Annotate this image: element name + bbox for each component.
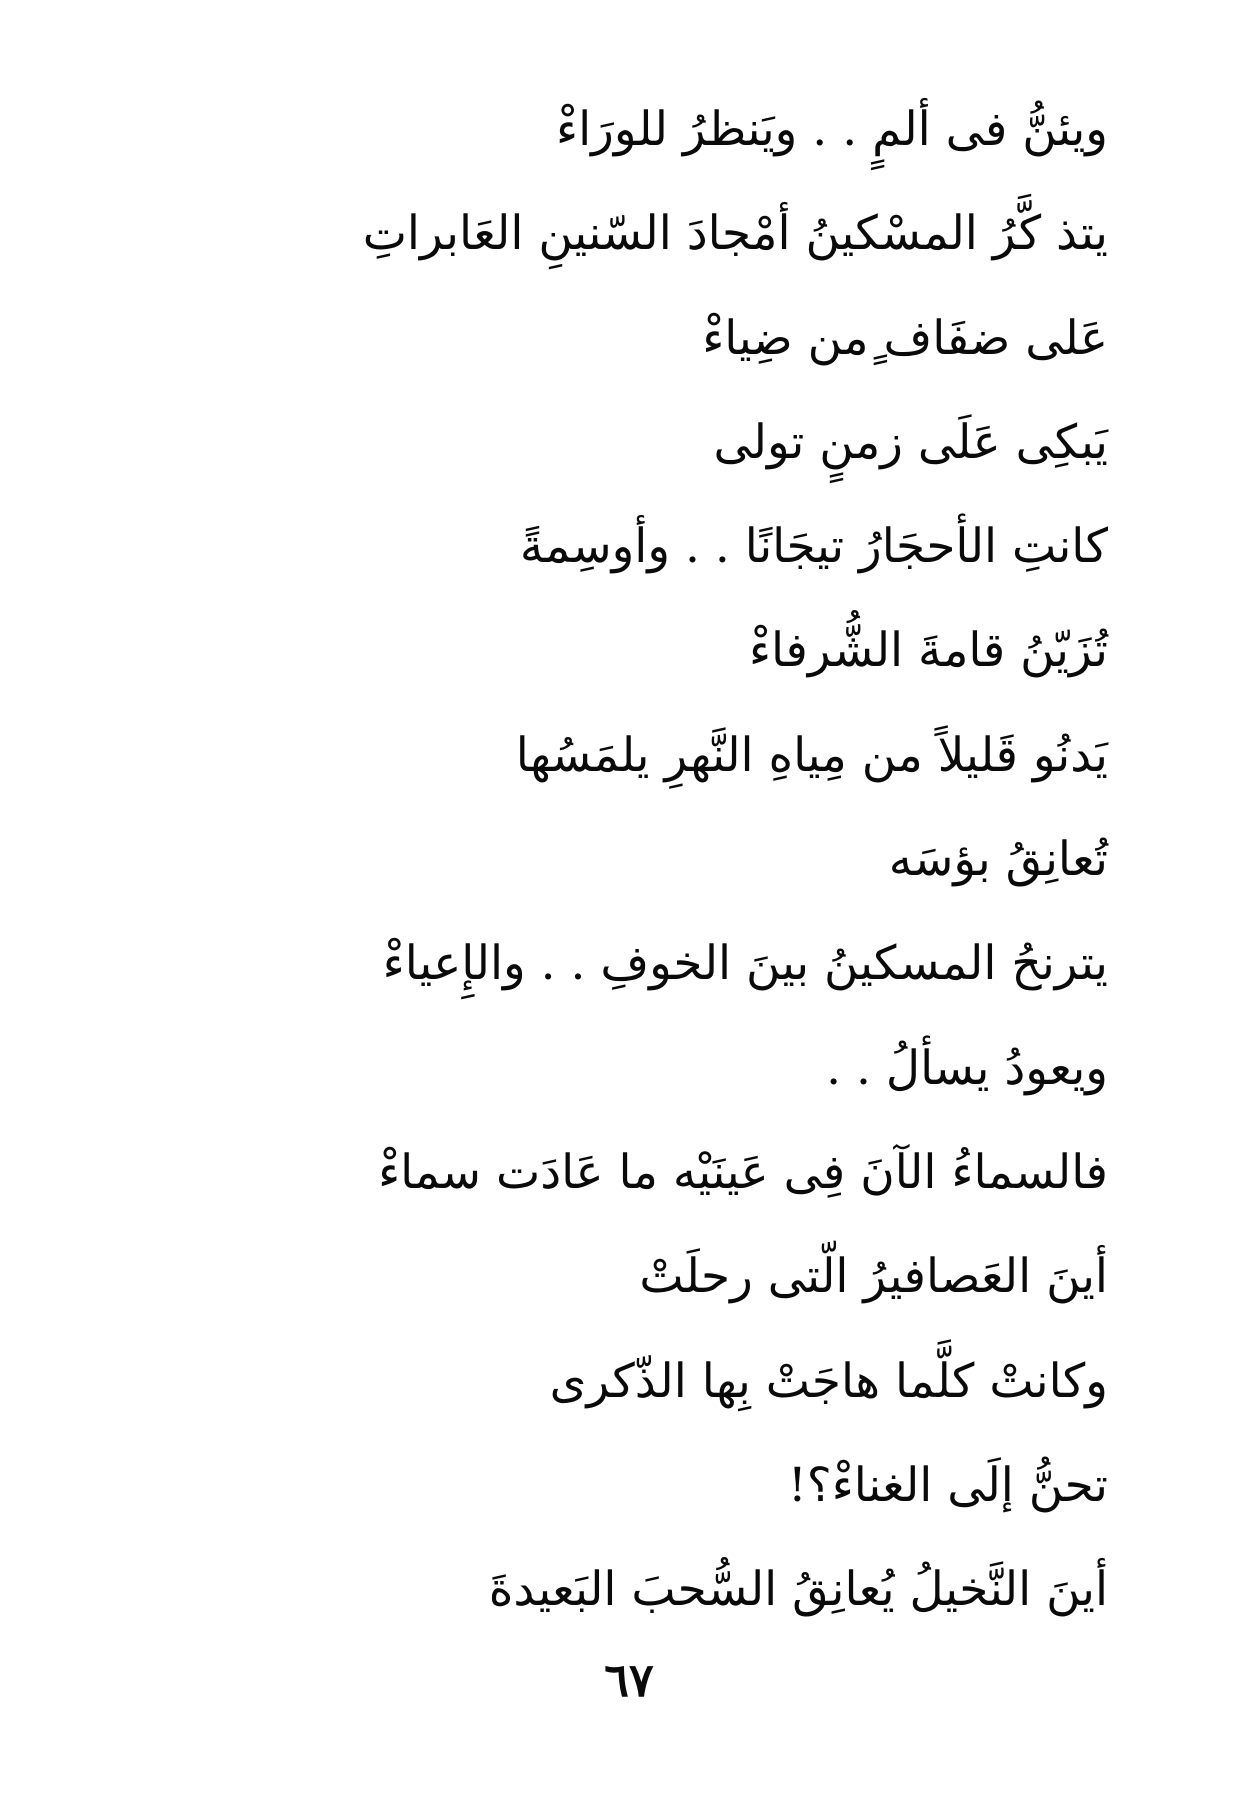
poem-line: كانتِ الأحجَارُ تيجَانًا . . وأوسِمةً <box>519 519 1108 575</box>
poem-line: أينَ العَصافيرُ الّتى رحلَتْ <box>639 1249 1108 1305</box>
poem-line: فالسماءُ الآنَ فِى عَينَيْه ما عَادَت سماءْ <box>378 1144 1108 1200</box>
poem-line: تُعانِقُ بؤسَه <box>888 832 1108 888</box>
poem-line: يترنحُ المسكينُ بينَ الخوفِ . . والإِعياءْ <box>382 936 1108 992</box>
poem-text <box>208 78 1108 1642</box>
poem-line: يَبكِى عَلَى زمنٍ تولى <box>713 414 1108 470</box>
poem-line: ويئنُّ فى ألمٍ . . ويَنظرُ للورَاءْ <box>555 102 1108 157</box>
poem-line: تحنُّ إلَى الغناءْ؟! <box>787 1457 1108 1513</box>
poem-line: عَلى ضفَاف ٍمن ضِياءْ <box>702 310 1108 366</box>
poem-line: أينَ النَّخيلُ يُعانِقُ السُّحبَ البَعيدةَ <box>488 1562 1108 1618</box>
page-number: ٦٧ <box>604 1653 654 1707</box>
poem-line: تُزَيّنُ قامةَ الشُّرفاءْ <box>748 623 1108 679</box>
poem-line: يتذ كَّرُ المسْكينُ أمْجادَ السّنينِ العَابراتِ <box>362 206 1108 262</box>
poem-line: ويعودُ يسألُ . . <box>826 1040 1108 1096</box>
poem-line: يَدنُو قَليلاً من مِياهِ النَّهرِ يلمَسُها <box>515 727 1108 783</box>
poem-line: وكانتْ كلَّما هاجَتْ بِها الذّكرى <box>549 1353 1108 1409</box>
